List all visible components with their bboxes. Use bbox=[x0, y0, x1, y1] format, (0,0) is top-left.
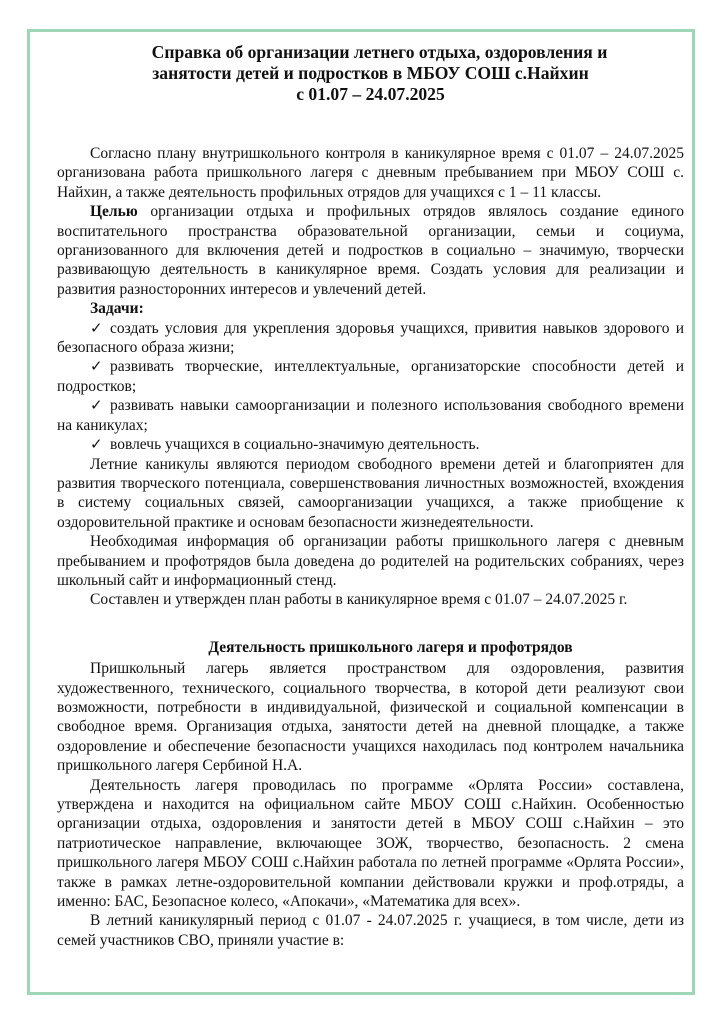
title-line-2: занятости детей и подростков в МБОУ СОШ с.Найхин bbox=[152, 63, 589, 83]
section-heading: Деятельность пришкольного лагеря и профотрядов bbox=[208, 638, 573, 656]
tasks-label: Задачи: bbox=[90, 300, 144, 318]
check-icon: ✓ bbox=[90, 318, 103, 337]
check-icon: ✓ bbox=[90, 396, 103, 415]
body-paragraph: Деятельность лагеря проводилась по программе «Орлята России» составлена, утверждена и находится на официальном сайте МБОУ СОШ с.Найхин. Особенностью организации отдыха, оздоровления и занятости детей в МБОУ СОШ с.Найхин – это патриотическое направление, включающее ЗОЖ, творчество, безопасность. 2 смена пришкольного лагеря МБОУ СОШ с.Найхин работала по летней программе «Орлята России», также в рамках летне-оздоровительной компании действовали кружки и проф.отряды, а именно: БАС, Безопасное колесо, «Апокачи», «Математика для всех». bbox=[57, 776, 684, 911]
body-paragraph: Летние каникулы являются периодом свободного времени детей и благоприятен для развития творческого потенциала, совершенствования личностных возможностей, вхождения в систему социальных связей, самоорганизации учащихся, а также приобщение к оздоровительной практике и основам безопасности жизнедеятельности. bbox=[57, 455, 684, 531]
body-paragraph: Необходимая информация об организации работы пришкольного лагеря с дневным пребыванием и профотрядов была доведена до родителей на родительских собраниях, через школьный сайт и информационный стенд. bbox=[57, 533, 684, 589]
goal-label: Целью bbox=[90, 203, 138, 221]
task-text: создать условия для укрепления здоровья учащихся, привития навыков здорового и безопасного образа жизни; bbox=[57, 319, 684, 357]
check-icon: ✓ bbox=[90, 357, 103, 376]
title-line-3: с 01.07 – 24.07.2025 bbox=[296, 84, 445, 104]
task-item bbox=[57, 357, 684, 396]
intro-paragraph: Согласно плану внутришкольного контроля в каникулярное время с 01.07 – 24.07.2025 организована работа пришкольного лагеря с дневным пребыванием при МБОУ СОШ с. Найхин, а также деятельность профильных отрядов для учащихся с 1 – 11 классы. bbox=[57, 145, 684, 201]
task-item bbox=[57, 396, 684, 435]
task-text: вовлечь учащихся в социально-значимую деятельность. bbox=[110, 436, 480, 454]
body-paragraph: Составлен и утвержден план работы в каникулярное время с 01.07 – 24.07.2025 г. bbox=[90, 591, 628, 609]
body-paragraph: Пришкольный лагерь является пространством для оздоровления, развития художественного, технического, социального творчества, в которой дети реализуют свои возможности, потребности в индивидуальной, физической и социальной компенсации в свободное время. Организация отдыха, занятости детей на дневной площадке, а также оздоровление и обеспечение безопасности учащихся находилась под контролем начальника пришкольного лагеря Сербиной Н.А. bbox=[57, 660, 684, 775]
task-item bbox=[57, 319, 684, 358]
task-item bbox=[57, 435, 684, 454]
tasks-heading bbox=[57, 299, 684, 318]
task-text: развивать творческие, интеллектуальные, организаторские способности детей и подростков; bbox=[57, 358, 684, 395]
body-paragraph: В летний каникулярный период с 01.07 - 24.07.2025 г. учащиеся, в том числе, дети из семей участников СВО, приняли участие в: bbox=[57, 912, 684, 949]
document-title bbox=[57, 42, 684, 105]
check-icon: ✓ bbox=[90, 435, 103, 454]
document-body bbox=[57, 42, 684, 950]
goal-text: организации отдыха и профильных отрядов являлось создание единого воспитательного пространства образовательной организации, семьи и социума, организованного для включения детей и подростков в социально – значимую, творчески развивающую деятельность в каникулярное время. Создать условия для реализации и развития разносторонних интересов и увлечений детей. bbox=[57, 203, 684, 298]
task-text: развивать навыки самоорганизации и полезного использования свободного времени на каникулах; bbox=[57, 397, 684, 434]
goal-paragraph bbox=[57, 202, 684, 299]
title-line-1: Справка об организации летнего отдыха, оздоровления и bbox=[151, 42, 608, 62]
